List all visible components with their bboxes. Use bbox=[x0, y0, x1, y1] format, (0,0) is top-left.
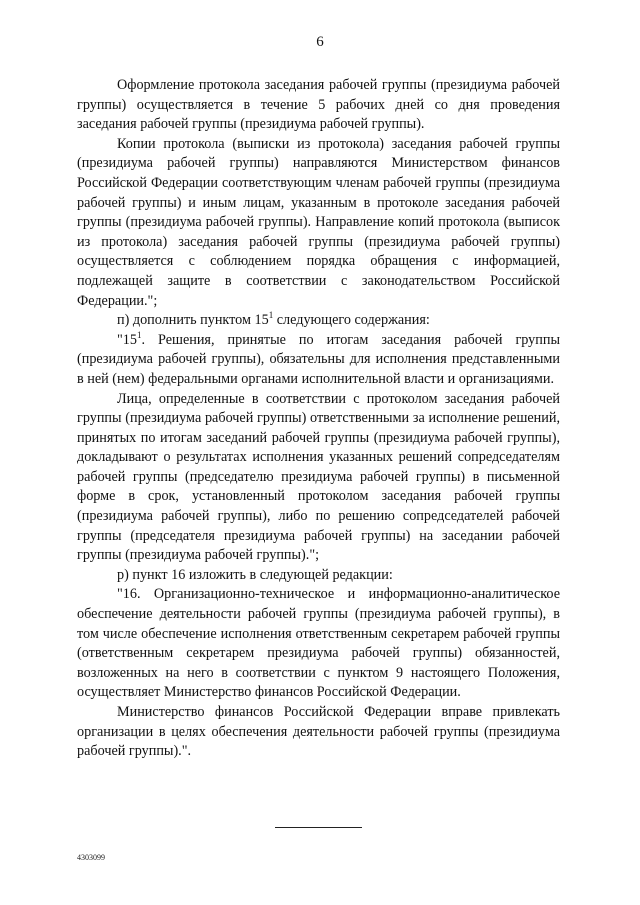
clause-15-1-number: "15 bbox=[117, 331, 137, 348]
superscript-1: 1 bbox=[268, 310, 274, 321]
paragraph-protocol-formalization: Оформление протокола заседания рабочей группы (президиума рабочей группы) осуществляется в течение 5 рабочих дней со дня проведения заседания рабочей группы (президиума рабочей группы). bbox=[77, 77, 560, 133]
document-body bbox=[77, 76, 560, 762]
superscript-1: 1 bbox=[136, 329, 142, 340]
paragraph-responsible-persons: Лица, определенные в соответствии с протоколом заседания рабочей группы (президиума рабочей группы) ответственными за исполнение решений, принятых по итогам заседаний рабочей группы (президиума рабочей группы), докладывают о результатах исполнения указанных решений сопредседателям рабочей группы (председателю президиума рабочей группы) в письменной форме в срок, установленный протоколом заседания рабочей группы (президиума рабочей группы), либо по решению сопредседателей рабочей группы (председателя президиума рабочей группы) на заседании рабочей группы (президиума рабочей группы)."; bbox=[77, 390, 560, 564]
paragraph-clause-16: "16. Организационно-техническое и информационно-аналитическое обеспечение деятельности рабочей группы (президиума рабочей группы), в том числе обеспечение исполнения ответственным секретарем рабочей группы (ответственным секретарем президиума рабочей группы) обязанностей, возложенных на него в соответствии с пунктом 9 настоящего Положения, осуществляет Министерство финансов Российской Федерации. bbox=[77, 586, 560, 701]
page-number: 6 bbox=[316, 34, 324, 50]
clause-15-1-text: . Решения, принятые по итогам заседания рабочей группы (президиума рабочей группы), обязательны для исполнения представленными в ней (нем) федеральными органами исполнительной власти и организациями. bbox=[77, 331, 560, 387]
paragraph-clause-15-1 bbox=[77, 331, 560, 390]
paragraph-amendment-r: р) пункт 16 изложить в следующей редакции: bbox=[117, 566, 393, 583]
amendment-p-text-end: следующего содержания: bbox=[273, 312, 430, 329]
amendment-p-text: п) дополнить пунктом 15 bbox=[117, 312, 269, 329]
paragraph-amendment-p bbox=[77, 311, 560, 331]
footer-divider bbox=[275, 827, 362, 828]
document-code: 4303099 bbox=[77, 853, 105, 862]
paragraph-ministry-engagement: Министерство финансов Российской Федерации вправе привлекать организации в целях обеспечения деятельности рабочей группы (президиума рабочей группы).". bbox=[77, 704, 560, 760]
paragraph-protocol-copies: Копии протокола (выписки из протокола) заседания рабочей группы (президиума рабочей группы) направляются Министерством финансов Российской Федерации соответствующим членам рабочей группы (президиума рабочей группы) и иным лицам, указанным в протоколе заседания рабочей группы (президиума рабочей группы). Направление копий протокола (выписок из протокола) заседания рабочей группы (президиума рабочей группы) осуществляется с соблюдением порядка обращения с информацией, подлежащей защите в соответствии с законодательством Российской Федерации."; bbox=[77, 135, 560, 309]
